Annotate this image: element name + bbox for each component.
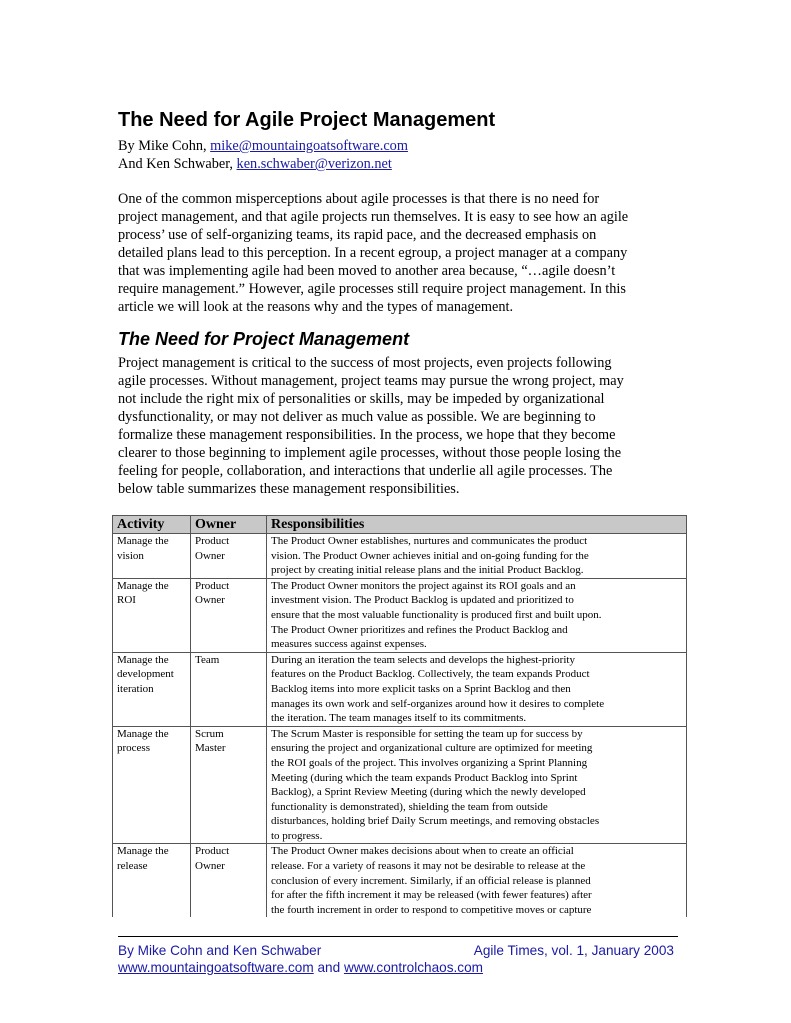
header-owner: Owner [191, 516, 267, 534]
intro-line: that was implementing agile had been moved to another area because, “…agile doesn’t [118, 263, 616, 279]
header-activity: Activity [113, 516, 191, 534]
section-heading: The Need for Project Management [118, 329, 410, 349]
section-line: below table summarizes these management responsibilities. [118, 481, 460, 497]
intro-line: project management, and that agile projects run themselves. It is easy to see how an agile [118, 209, 629, 225]
author-1-prefix: By Mike Cohn, [118, 138, 211, 154]
responsibilities-cell: The Product Owner makes decisions about when to create an official release. For a variety of reasons it may not be desirable to release at the conclusion of every increment. Similarly, if an official release is planned for after the fifth increment it may be released (with fewer features) after the fourth increment in order to respond to competitive moves or capture [267, 844, 687, 917]
responsibilities-table [112, 515, 687, 917]
author-2-email-link[interactable]: ken.schwaber@verizon.net [236, 156, 392, 172]
section-line: Project management is critical to the success of most projects, even projects following [118, 355, 612, 371]
owner-cell: Product Owner [191, 844, 267, 917]
intro-line: process’ use of self-organizing teams, its rapid pace, and the decreased emphasis on [118, 227, 597, 243]
table-row [113, 844, 687, 917]
owner-cell: Team [191, 652, 267, 726]
owner-cell: Product Owner [191, 534, 267, 579]
intro-paragraph [118, 190, 678, 316]
table-row [113, 652, 687, 726]
footer-and-text: and [313, 960, 344, 975]
responsibilities-cell: During an iteration the team selects and develops the highest-priority features on the Product Backlog. Collectively, the team expands Product Backlog items into more explicit tasks on a Sprint Backlog and then manages its own work and self-organizes around how it desires to complete the iteration. The team manages itself to its commitments. [267, 652, 687, 726]
byline-author-2 [118, 155, 408, 173]
table-row [113, 534, 687, 579]
intro-line: detailed plans lead to this perception. In a recent egroup, a project manager at a company [118, 245, 628, 261]
page-footer [118, 936, 678, 976]
footer-top-row [118, 942, 678, 959]
header-responsibilities: Responsibilities [267, 516, 687, 534]
footer-link-controlchaos[interactable]: www.controlchaos.com [343, 960, 483, 975]
footer-authors: By Mike Cohn and Ken Schwaber [118, 943, 322, 958]
table-row [113, 578, 687, 652]
activity-cell: Manage the process [113, 726, 191, 844]
intro-line: One of the common misperceptions about agile processes is that there is no need for [118, 191, 600, 207]
footer-publication: Agile Times, vol. 1, January 2003 [473, 943, 674, 958]
section-paragraph [118, 354, 678, 498]
byline [118, 137, 408, 173]
section-line: formalize these management responsibilities. In the process, we hope that they become [118, 427, 616, 443]
table-header-row [113, 516, 687, 534]
activity-cell: Manage the ROI [113, 578, 191, 652]
activity-cell: Manage the development iteration [113, 652, 191, 726]
responsibilities-cell: The Product Owner monitors the project against its ROI goals and an investment vision. The Product Backlog is updated and prioritized to ensure that the most valuable functionality is produced first and built upon. The Product Owner prioritizes and refines the Product Backlog and measures success against expenses. [267, 578, 687, 652]
section-line: agile processes. Without management, project teams may pursue the wrong project, may [118, 373, 624, 389]
activity-cell: Manage the vision [113, 534, 191, 579]
responsibilities-cell: The Product Owner establishes, nurtures and communicates the product vision. The Product Owner achieves initial and on-going funding for the project by creating initial release plans and the initial Product Backlog. [267, 534, 687, 579]
responsibilities-cell: The Scrum Master is responsible for setting the team up for success by ensuring the project and organizational culture are optimized for meeting the ROI goals of the project. This involves organizing a Sprint Planning Meeting (during which the team expands Product Backlog into Sprint Backlog), a Sprint Review Meeting (during which the newly developed functionality is demonstrated), shielding the team from outside disturbances, holding brief Daily Scrum meetings, and removing obstacles to progress. [267, 726, 687, 844]
section-line: feeling for people, collaboration, and interactions that underlie all agile processes. The [118, 463, 613, 479]
owner-cell: Scrum Master [191, 726, 267, 844]
section-line: dysfunctionality, or may not deliver as much value as possible. We are beginning to [118, 409, 596, 425]
intro-line: article we will look at the reasons why and the types of management. [118, 299, 514, 315]
owner-cell: Product Owner [191, 578, 267, 652]
footer-link-mountaingoat[interactable]: www.mountaingoatsoftware.com [118, 960, 314, 975]
author-1-email-link[interactable]: mike@mountaingoatsoftware.com [210, 138, 408, 154]
intro-line: require management.” However, agile processes still require project management. In this [118, 281, 626, 297]
article-title: The Need for Agile Project Management [118, 109, 496, 131]
section-line: clearer to those beginning to implement agile processes, without those people losing the [118, 445, 622, 461]
byline-author-1 [118, 137, 408, 155]
section-line: not include the right mix of personalities or skills, may be impeded by organizational [118, 391, 605, 407]
table-row [113, 726, 687, 844]
activity-cell: Manage the release [113, 844, 191, 917]
author-2-prefix: And Ken Schwaber, [118, 156, 237, 172]
footer-links-row [118, 959, 678, 976]
